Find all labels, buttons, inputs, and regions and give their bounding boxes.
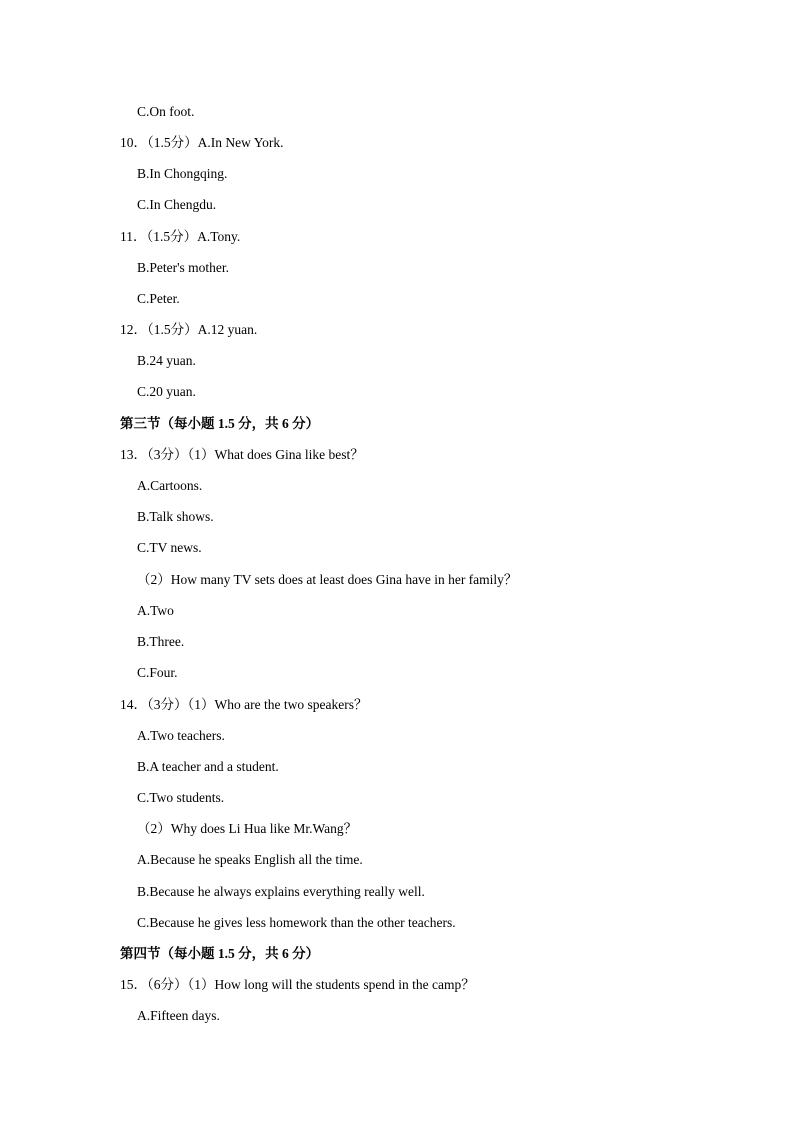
option-15-1a: A.Fifteen days. <box>137 1008 220 1023</box>
option-14-1b: B.A teacher and a student. <box>137 759 279 774</box>
option-13-1b: B.Talk shows. <box>137 509 214 524</box>
question-11: 11．（1.5分）A.Tony. <box>120 229 241 244</box>
option-14-2c: C.Because he gives less homework than the other teachers. <box>137 915 456 930</box>
option-10c: C.In Chengdu. <box>137 197 217 212</box>
option-14-1c: C.Two students. <box>137 790 225 805</box>
question-12: 12．（1.5分）A.12 yuan. <box>120 322 258 337</box>
question-14-2: （2）Why does Li Hua like Mr.Wang？ <box>137 821 358 836</box>
option-14-2a: A.Because he speaks English all the time. <box>137 852 363 867</box>
option-14-1a: A.Two teachers. <box>137 728 225 743</box>
question-14-1: 14．（3分）（1）Who are the two speakers？ <box>120 697 368 712</box>
question-10: 10．（1.5分）A.In New York. <box>120 135 284 150</box>
option-13-2b: B.Three. <box>137 634 185 649</box>
section-heading-3: 第三节（每小题 1.5 分，共 6 分） <box>120 416 320 431</box>
option-13-1a: A.Cartoons. <box>137 478 203 493</box>
section-heading-4: 第四节（每小题 1.5 分，共 6 分） <box>120 946 320 961</box>
question-15-1: 15．（6分）（1）How long will the students spend in the camp？ <box>120 977 475 992</box>
option-14-2b: B.Because he always explains everything really well. <box>137 884 425 899</box>
question-13-1: 13．（3分）（1）What does Gina like best？ <box>120 447 364 462</box>
option-10b: B.In Chongqing. <box>137 166 228 181</box>
option-11c: C.Peter. <box>137 291 180 306</box>
question-13-2: （2）How many TV sets does at least does Gina have in her family？ <box>137 572 518 587</box>
option-13-2a: A.Two <box>137 603 174 618</box>
option-9c: C.On foot. <box>137 104 195 119</box>
option-13-2c: C.Four. <box>137 665 178 680</box>
option-12b: B.24 yuan. <box>137 353 196 368</box>
option-12c: C.20 yuan. <box>137 384 196 399</box>
option-13-1c: C.TV news. <box>137 540 202 555</box>
option-11b: B.Peter's mother. <box>137 260 230 275</box>
